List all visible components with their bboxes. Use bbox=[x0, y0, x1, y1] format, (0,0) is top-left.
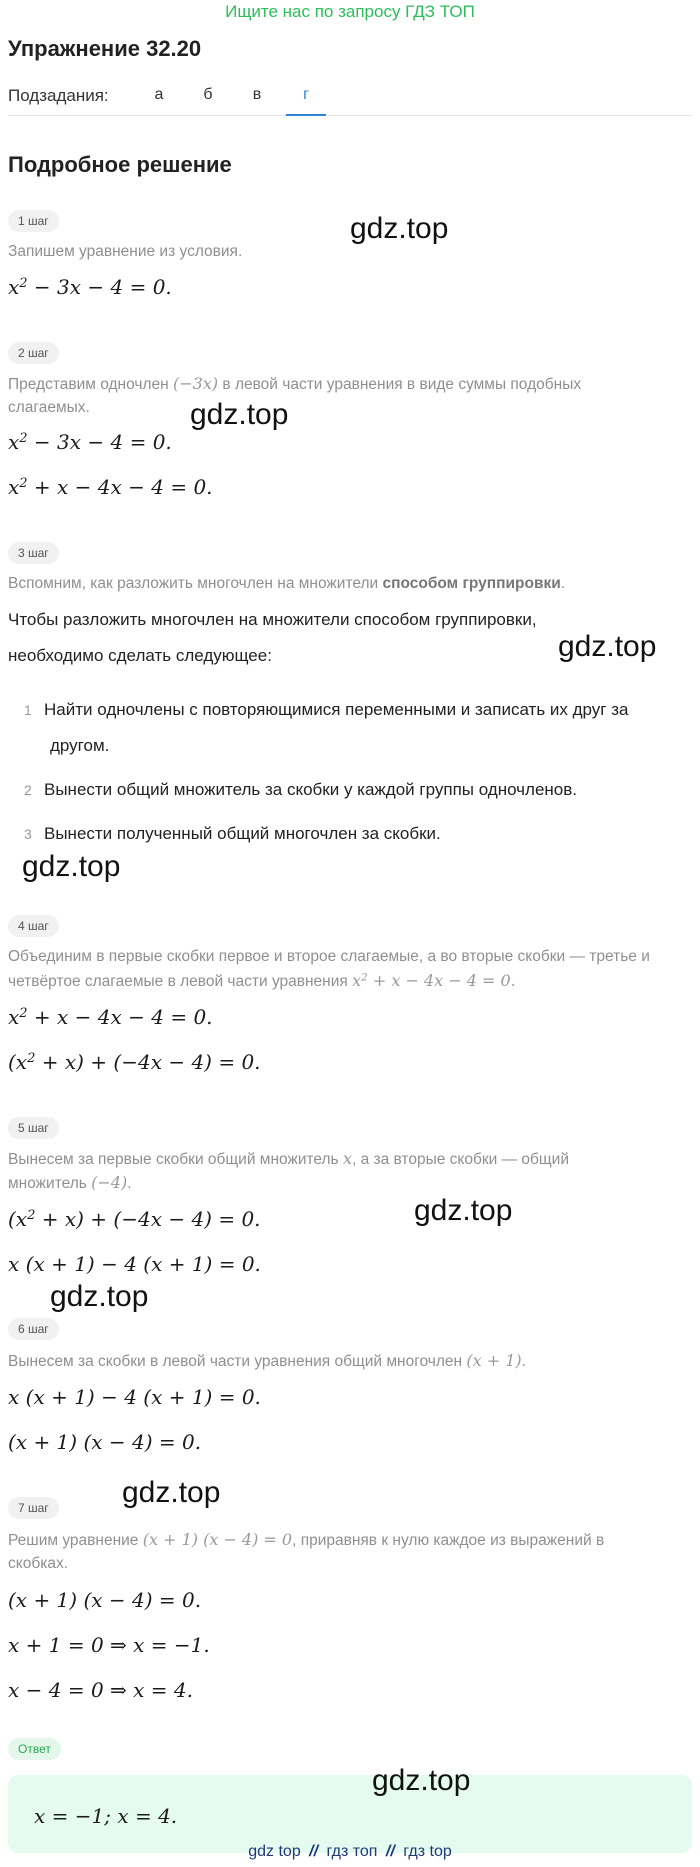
step-text: Вспомним, как разложить многочлен на множители способом группировки. bbox=[8, 575, 566, 592]
step-text: Вынесем за первые скобки общий множитель x, а за вторые скобки — общий bbox=[8, 1149, 569, 1168]
equation: $(x^2 + x) + (-4x - 4) = 0$. bbox=[8, 1207, 261, 1231]
step-text: скобках. bbox=[8, 1555, 69, 1572]
watermark: gdz.top bbox=[414, 1194, 513, 1227]
step-badge: 3 шаг bbox=[8, 542, 59, 564]
watermark: gdz.top bbox=[190, 398, 289, 431]
watermark: gdz.top bbox=[122, 1476, 221, 1509]
step-badge: 7 шаг bbox=[8, 1497, 59, 1519]
watermark: gdz.top bbox=[372, 1764, 471, 1797]
list-item-number: 1 bbox=[24, 702, 32, 718]
step-badge: 6 шаг bbox=[8, 1318, 59, 1340]
rule-text: необходимо сделать следующее: bbox=[8, 646, 272, 665]
subtask-tab-g[interactable]: г bbox=[286, 86, 326, 116]
answer-value: x = −1; x = 4. bbox=[34, 1804, 178, 1828]
step-text: Вынесем за скобки в левой части уравнения общий многочлен (x + 1). bbox=[8, 1351, 526, 1370]
solution-heading: Подробное решение bbox=[8, 152, 232, 177]
equation: (x + 1) (x − 4) = 0. bbox=[8, 1430, 202, 1454]
rule-text: Чтобы разложить многочлен на множители способом группировки, bbox=[8, 610, 537, 629]
page-title: Упражнение 32.20 bbox=[8, 36, 202, 61]
list-item: Вынести полученный общий многочлен за скобки. bbox=[44, 824, 441, 843]
step-text: множитель (−4). bbox=[8, 1173, 132, 1192]
footer-links bbox=[0, 1843, 700, 1861]
watermark: gdz.top bbox=[50, 1280, 149, 1313]
watermark: gdz.top bbox=[350, 212, 449, 245]
list-item-number: 2 bbox=[24, 782, 32, 798]
footer-link[interactable]: gdz top bbox=[248, 1843, 301, 1860]
list-item: Вынести общий множитель за скобки у каждой группы одночленов. bbox=[44, 780, 578, 799]
answer-badge: Ответ bbox=[8, 1738, 61, 1760]
step-text: Решим уравнение (x + 1) (x − 4) = 0, приравняв к нулю каждое из выражений в bbox=[8, 1530, 605, 1549]
step-badge: 1 шаг bbox=[8, 210, 59, 232]
step-badge: 4 шаг bbox=[8, 915, 59, 937]
subtasks-bar bbox=[8, 80, 692, 116]
equation: $(x^2 + x) + (-4x - 4) = 0$. bbox=[8, 1050, 261, 1074]
equation: $x^2 + x - 4x - 4 = 0$. bbox=[8, 475, 213, 499]
step-text: слагаемых. bbox=[8, 399, 90, 416]
equation: (x + 1) (x − 4) = 0. bbox=[8, 1588, 202, 1612]
equation: $x^2 - 3x - 4 = 0$. bbox=[8, 275, 172, 299]
subtasks-label: Подзадания: bbox=[8, 86, 109, 105]
equation: x − 4 = 0 ⇒ x = 4. bbox=[8, 1678, 193, 1702]
subtask-tab-b[interactable]: б bbox=[203, 86, 213, 103]
footer-link[interactable]: гдз top bbox=[403, 1843, 452, 1860]
watermark: gdz.top bbox=[558, 630, 657, 663]
step-badge: 5 шаг bbox=[8, 1117, 59, 1139]
equation: x + 1 = 0 ⇒ x = −1. bbox=[8, 1633, 210, 1657]
search-promo-banner: Ищите нас по запросу ГДЗ ТОП bbox=[225, 2, 475, 21]
equation: $x^2 - 3x - 4 = 0$. bbox=[8, 430, 172, 454]
step-text: Объединим в первые скобки первое и второе слагаемые, а во вторые скобки — третье и bbox=[8, 948, 650, 965]
footer-separator: // bbox=[309, 1843, 319, 1860]
list-item-number: 3 bbox=[24, 826, 32, 842]
step-text: четвёртое слагаемые в левой части уравнения $x^2 + x - 4x - 4 = 0$. bbox=[8, 971, 516, 990]
equation: x (x + 1) − 4 (x + 1) = 0. bbox=[8, 1252, 261, 1276]
subtask-tab-v[interactable]: в bbox=[252, 86, 262, 103]
list-item: другом. bbox=[50, 736, 110, 755]
step-badge: 2 шаг bbox=[8, 342, 59, 364]
list-item: Найти одночлены с повторяющимися переменными и записать их друг за bbox=[44, 700, 629, 719]
watermark: gdz.top bbox=[22, 850, 121, 883]
step-text: Запишем уравнение из условия. bbox=[8, 243, 243, 260]
equation: x (x + 1) − 4 (x + 1) = 0. bbox=[8, 1385, 261, 1409]
equation: $x^2 + x - 4x - 4 = 0$. bbox=[8, 1005, 213, 1029]
footer-separator: // bbox=[385, 1843, 395, 1860]
step-text: Представим одночлен (−3x) в левой части уравнения в виде суммы подобных bbox=[8, 374, 582, 393]
subtask-tab-a[interactable]: а bbox=[154, 86, 164, 103]
footer-link[interactable]: гдз топ bbox=[326, 1843, 378, 1860]
